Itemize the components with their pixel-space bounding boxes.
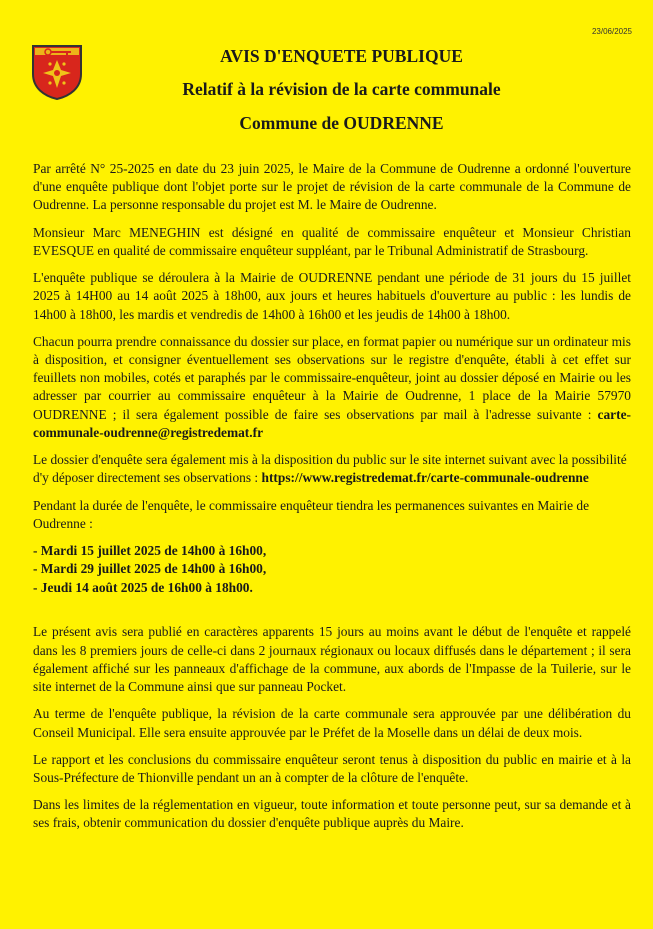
paragraph-site-internet	[33, 451, 631, 487]
paragraph-approbation: Au terme de l'enquête publique, la révision de la carte communale sera approuvée par une délibération du Conseil Municipal. Elle sera ensuite approuvée par le Préfet de la Moselle dans un délai de deux mois.	[33, 706, 631, 740]
email-address: carte-communale-oudrenne@registredemat.fr	[33, 406, 631, 440]
document-date: 23/06/2025	[591, 27, 632, 36]
notice-header	[90, 40, 593, 140]
notice-title: AVIS D'ENQUETE PUBLIQUE	[220, 46, 463, 66]
site-url: https://www.registredemat.fr/carte-communale-oudrenne	[261, 470, 589, 486]
paragraph-consultation	[33, 333, 631, 442]
consultation-text: Chacun pourra prendre connaissance du dossier sur place, en format papier ou numérique sur un ordinateur mis à disposition, et consigner éventuellement ses observations sur le registre d'enquête, établi à cet effet sur feuillets non mobiles, cotés et paraphés par le commissaire-enquêteur, joint au dossier déposé en Mairie ou les adresser par courrier au commissaire enquêteur à la Mairie de Oudrenne, 1 place de la Mairie 57970 OUDRENNE ; il sera également possible de faire ses observations par mail à l'adresse suivante :	[33, 333, 631, 422]
paragraph-communication: Dans les limites de la réglementation en vigueur, toute information et toute personne peut, sur sa demande et à ses frais, obtenir communication du dossier d'enquête publique auprès du Maire.	[33, 797, 631, 831]
paragraph-publication: Le présent avis sera publié en caractères apparents 15 jours au moins avant le début de l'enquête et rappelé dans les 8 premiers jours de celle-ci dans 2 journaux régionaux ou locaux diffusés dans le département ; il sera également affiché sur les panneaux d'affichage de la commune, aux abords de l'Impasse de la Tuilerie, sur le site internet de la Commune ainsi que sur panneau Pocket.	[33, 624, 631, 695]
notice-commune: Commune de OUDRENNE	[239, 112, 444, 133]
coat-of-arms-icon	[30, 42, 84, 100]
site-text: Le dossier d'enquête sera également mis à la disposition du public sur le site internet suivant avec la possibilité d'y déposer directement ses observations :	[33, 452, 627, 486]
paragraph-periode: L'enquête publique se déroulera à la Mairie de OUDRENNE pendant une période de 31 jours du 15 juillet 2025 à 14H00 au 14 août 2025 à 18h00, aux jours et heures habituels d'ouverture au public : les lundis de 14h00 à 18h00, les mardis et vendredis de 14h00 à 16h00 et les jeudis de 14h00 à 18h00.	[33, 270, 631, 322]
permanences-list	[33, 542, 631, 598]
paragraph-permanences: Pendant la durée de l'enquête, le commissaire enquêteur tiendra les permanences suivantes en Mairie de Oudrenne :	[33, 497, 590, 531]
paragraph-arrete: Par arrêté N° 25-2025 en date du 23 juin 2025, le Maire de la Commune de Oudrenne a ordonné l'ouverture d'une enquête publique dont l'objet porte sur le projet de révision de la carte communale de la Commune de Oudrenne. La personne responsable du projet est M. le Maire de Oudrenne.	[33, 161, 631, 213]
notice-subtitle: Relatif à la révision de la carte communale	[182, 79, 501, 100]
notice-body	[33, 160, 631, 842]
permanence-item: - Mardi 15 juillet 2025 de 14h00 à 16h00,	[33, 542, 267, 558]
paragraph-commissaire: Monsieur Marc MENEGHIN est désigné en qualité de commissaire enquêteur et Monsieur Christian EVESQUE en qualité de commissaire enquêteur suppléant, par le Tribunal Administratif de Strasbourg.	[33, 224, 631, 258]
paragraph-rapport: Le rapport et les conclusions du commissaire enquêteur seront tenus à disposition du public en mairie et à la Sous-Préfecture de Thionville pendant un an à compter de la clôture de l'enquête.	[33, 751, 631, 785]
permanence-item: - Mardi 29 juillet 2025 de 14h00 à 16h00,	[33, 561, 267, 577]
permanence-item: - Jeudi 14 août 2025 de 16h00 à 18h00.	[33, 579, 253, 595]
